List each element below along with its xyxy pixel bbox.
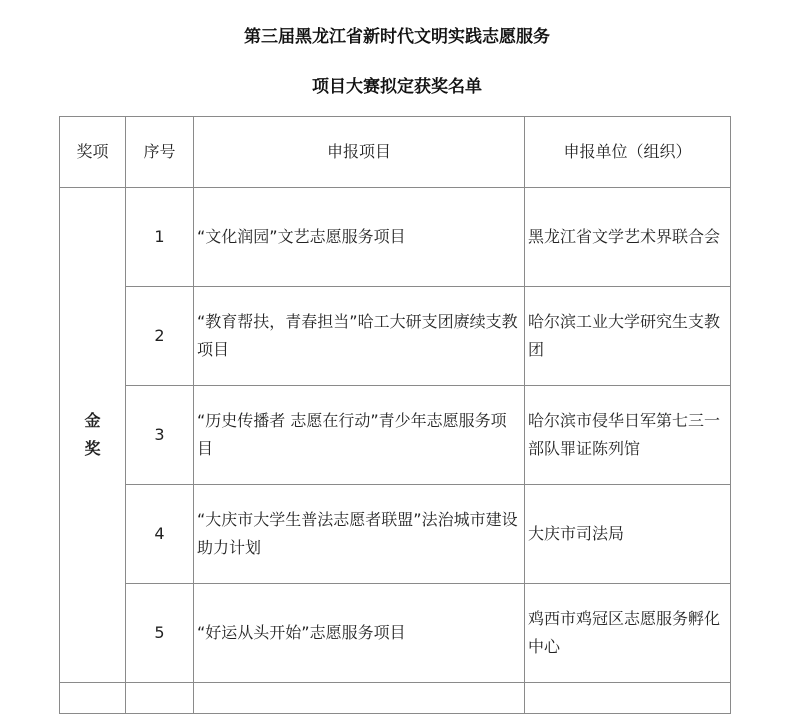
row-project: “文化润园”文艺志愿服务项目 [194, 188, 525, 287]
award-char-2: 奖 [84, 439, 101, 458]
table-row [60, 386, 731, 485]
table-row [60, 485, 731, 584]
row-number: 1 [126, 188, 194, 287]
row-organization: 哈尔滨工业大学研究生支教团 [525, 287, 731, 386]
document-title-line1: 第三届黑龙江省新时代文明实践志愿服务 [244, 27, 550, 47]
row-project: “教育帮扶，青春担当”哈工大研支团赓续支教项目 [194, 287, 525, 386]
row-project: “大庆市大学生普法志愿者联盟”法治城市建设助力计划 [194, 485, 525, 584]
row-number: 5 [126, 584, 194, 683]
table-row-cut-off [60, 683, 731, 714]
awards-table [59, 116, 731, 714]
cut-off-cell [126, 683, 194, 714]
cut-off-cell [60, 683, 126, 714]
row-number: 4 [126, 485, 194, 584]
row-project: “历史传播者 志愿在行动”青少年志愿服务项目 [194, 386, 525, 485]
header-number: 序号 [126, 117, 194, 188]
row-organization: 鸡西市鸡冠区志愿服务孵化中心 [525, 584, 731, 683]
cut-off-cell [525, 683, 731, 714]
table-row [60, 188, 731, 287]
header-award: 奖项 [60, 117, 126, 188]
row-organization: 黑龙江省文学艺术界联合会 [525, 188, 731, 287]
row-number: 3 [126, 386, 194, 485]
header-project: 申报项目 [194, 117, 525, 188]
document-title-line2: 项目大赛拟定获奖名单 [312, 77, 482, 97]
row-number: 2 [126, 287, 194, 386]
table-header-row [60, 117, 731, 188]
table-row [60, 584, 731, 683]
award-group-gold [60, 188, 126, 683]
row-organization: 哈尔滨市侵华日军第七三一部队罪证陈列馆 [525, 386, 731, 485]
award-char-1: 金 [84, 411, 101, 430]
row-project: “好运从头开始”志愿服务项目 [194, 584, 525, 683]
row-organization: 大庆市司法局 [525, 485, 731, 584]
table-row [60, 287, 731, 386]
cut-off-cell [194, 683, 525, 714]
header-organization: 申报单位（组织） [525, 117, 731, 188]
